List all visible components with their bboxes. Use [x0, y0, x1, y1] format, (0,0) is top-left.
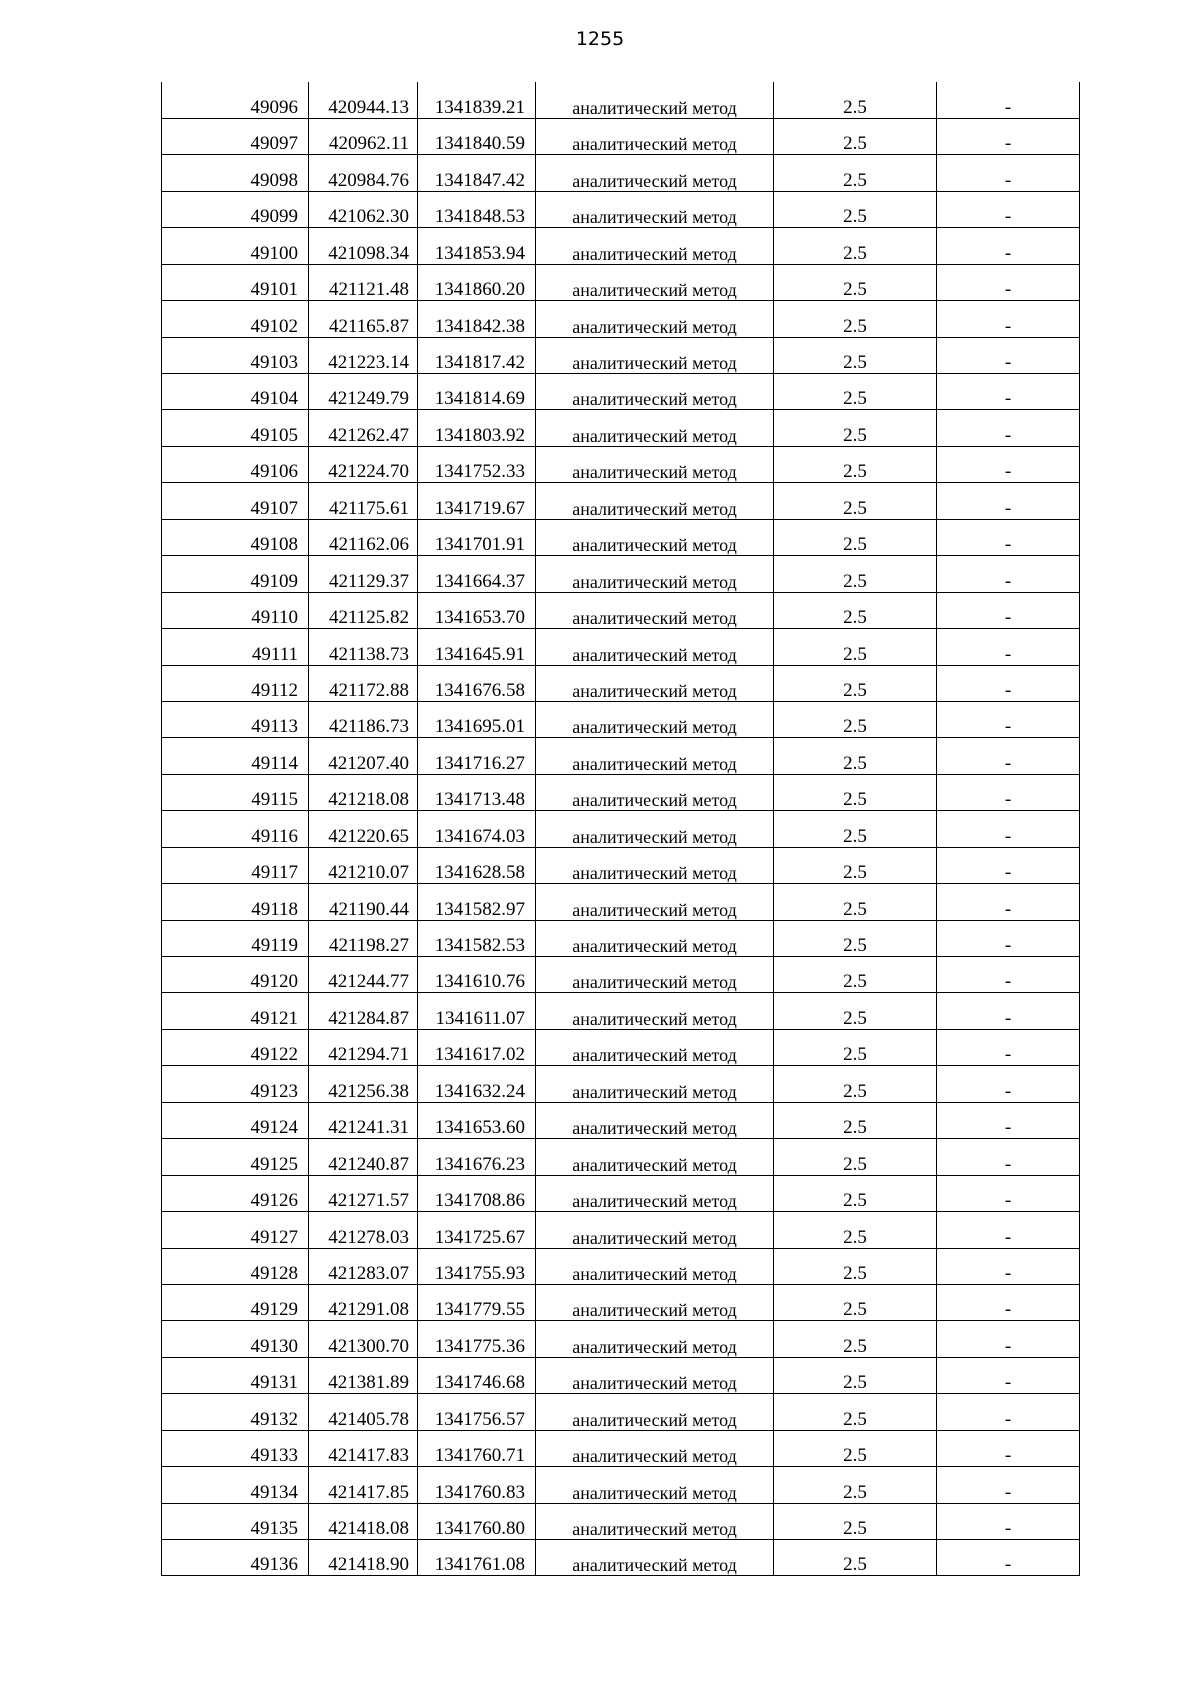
table-row	[162, 665, 1080, 701]
table-row	[162, 1284, 1080, 1320]
note-cell: -	[937, 446, 1080, 482]
method-cell: аналитический метод	[536, 1357, 774, 1393]
accuracy-cell: 2.5	[774, 556, 937, 592]
table-row	[162, 556, 1080, 592]
x-coordinate-cell: 421218.08	[309, 774, 418, 810]
x-coordinate-cell: 421138.73	[309, 629, 418, 665]
note-cell: -	[937, 1357, 1080, 1393]
point-number-cell: 49131	[162, 1357, 309, 1393]
y-coordinate-cell: 1341842.38	[418, 301, 536, 337]
table-row	[162, 993, 1080, 1029]
note-cell: -	[937, 301, 1080, 337]
table-row	[162, 264, 1080, 300]
point-number-cell: 49106	[162, 446, 309, 482]
table-row	[162, 483, 1080, 519]
table-row	[162, 82, 1080, 118]
table-row	[162, 774, 1080, 810]
y-coordinate-cell: 1341860.20	[418, 264, 536, 300]
accuracy-cell: 2.5	[774, 228, 937, 264]
note-cell: -	[937, 82, 1080, 118]
point-number-cell: 49105	[162, 410, 309, 446]
coordinates-table	[161, 82, 1080, 1576]
x-coordinate-cell: 421405.78	[309, 1394, 418, 1430]
note-cell: -	[937, 264, 1080, 300]
method-cell: аналитический метод	[536, 155, 774, 191]
table-row	[162, 1430, 1080, 1466]
accuracy-cell: 2.5	[774, 738, 937, 774]
accuracy-cell: 2.5	[774, 957, 937, 993]
y-coordinate-cell: 1341853.94	[418, 228, 536, 264]
point-number-cell: 49112	[162, 665, 309, 701]
table-row	[162, 301, 1080, 337]
method-cell: аналитический метод	[536, 410, 774, 446]
accuracy-cell: 2.5	[774, 155, 937, 191]
x-coordinate-cell: 421417.85	[309, 1467, 418, 1503]
accuracy-cell: 2.5	[774, 1394, 937, 1430]
y-coordinate-cell: 1341840.59	[418, 118, 536, 154]
note-cell: -	[937, 920, 1080, 956]
x-coordinate-cell: 421262.47	[309, 410, 418, 446]
point-number-cell: 49107	[162, 483, 309, 519]
x-coordinate-cell: 421098.34	[309, 228, 418, 264]
x-coordinate-cell: 421249.79	[309, 374, 418, 410]
table-row	[162, 1066, 1080, 1102]
y-coordinate-cell: 1341817.42	[418, 337, 536, 373]
method-cell: аналитический метод	[536, 1175, 774, 1211]
point-number-cell: 49100	[162, 228, 309, 264]
note-cell: -	[937, 1284, 1080, 1320]
accuracy-cell: 2.5	[774, 1284, 937, 1320]
method-cell: аналитический метод	[536, 301, 774, 337]
point-number-cell: 49113	[162, 701, 309, 737]
y-coordinate-cell: 1341752.33	[418, 446, 536, 482]
note-cell: -	[937, 1066, 1080, 1102]
coordinates-table-body	[162, 82, 1080, 1576]
table-row	[162, 738, 1080, 774]
note-cell: -	[937, 1212, 1080, 1248]
x-coordinate-cell: 421294.71	[309, 1029, 418, 1065]
method-cell: аналитический метод	[536, 592, 774, 628]
y-coordinate-cell: 1341628.58	[418, 847, 536, 883]
note-cell: -	[937, 519, 1080, 555]
note-cell: -	[937, 191, 1080, 227]
method-cell: аналитический метод	[536, 519, 774, 555]
method-cell: аналитический метод	[536, 665, 774, 701]
table-row	[162, 957, 1080, 993]
method-cell: аналитический метод	[536, 446, 774, 482]
y-coordinate-cell: 1341617.02	[418, 1029, 536, 1065]
accuracy-cell: 2.5	[774, 410, 937, 446]
table-row	[162, 1212, 1080, 1248]
accuracy-cell: 2.5	[774, 301, 937, 337]
method-cell: аналитический метод	[536, 1066, 774, 1102]
x-coordinate-cell: 421190.44	[309, 884, 418, 920]
accuracy-cell: 2.5	[774, 82, 937, 118]
table-row	[162, 1321, 1080, 1357]
table-row	[162, 337, 1080, 373]
table-row	[162, 519, 1080, 555]
x-coordinate-cell: 421210.07	[309, 847, 418, 883]
y-coordinate-cell: 1341725.67	[418, 1212, 536, 1248]
y-coordinate-cell: 1341695.01	[418, 701, 536, 737]
point-number-cell: 49104	[162, 374, 309, 410]
note-cell: -	[937, 811, 1080, 847]
x-coordinate-cell: 421125.82	[309, 592, 418, 628]
method-cell: аналитический метод	[536, 1503, 774, 1539]
y-coordinate-cell: 1341664.37	[418, 556, 536, 592]
table-row	[162, 410, 1080, 446]
x-coordinate-cell: 421271.57	[309, 1175, 418, 1211]
table-row	[162, 446, 1080, 482]
accuracy-cell: 2.5	[774, 629, 937, 665]
y-coordinate-cell: 1341676.23	[418, 1139, 536, 1175]
y-coordinate-cell: 1341755.93	[418, 1248, 536, 1284]
y-coordinate-cell: 1341779.55	[418, 1284, 536, 1320]
x-coordinate-cell: 421220.65	[309, 811, 418, 847]
method-cell: аналитический метод	[536, 629, 774, 665]
accuracy-cell: 2.5	[774, 1139, 937, 1175]
table-row	[162, 1102, 1080, 1138]
point-number-cell: 49109	[162, 556, 309, 592]
method-cell: аналитический метод	[536, 82, 774, 118]
accuracy-cell: 2.5	[774, 1321, 937, 1357]
y-coordinate-cell: 1341847.42	[418, 155, 536, 191]
accuracy-cell: 2.5	[774, 374, 937, 410]
point-number-cell: 49136	[162, 1540, 309, 1576]
method-cell: аналитический метод	[536, 1102, 774, 1138]
point-number-cell: 49132	[162, 1394, 309, 1430]
x-coordinate-cell: 421175.61	[309, 483, 418, 519]
method-cell: аналитический метод	[536, 701, 774, 737]
x-coordinate-cell: 421418.90	[309, 1540, 418, 1576]
method-cell: аналитический метод	[536, 1284, 774, 1320]
method-cell: аналитический метод	[536, 1248, 774, 1284]
table-row	[162, 228, 1080, 264]
note-cell: -	[937, 1102, 1080, 1138]
accuracy-cell: 2.5	[774, 1175, 937, 1211]
y-coordinate-cell: 1341775.36	[418, 1321, 536, 1357]
accuracy-cell: 2.5	[774, 774, 937, 810]
note-cell: -	[937, 1540, 1080, 1576]
note-cell: -	[937, 592, 1080, 628]
x-coordinate-cell: 421300.70	[309, 1321, 418, 1357]
note-cell: -	[937, 1394, 1080, 1430]
method-cell: аналитический метод	[536, 774, 774, 810]
accuracy-cell: 2.5	[774, 1540, 937, 1576]
method-cell: аналитический метод	[536, 374, 774, 410]
method-cell: аналитический метод	[536, 337, 774, 373]
y-coordinate-cell: 1341610.76	[418, 957, 536, 993]
table-row	[162, 1394, 1080, 1430]
note-cell: -	[937, 155, 1080, 191]
y-coordinate-cell: 1341582.53	[418, 920, 536, 956]
point-number-cell: 49103	[162, 337, 309, 373]
point-number-cell: 49122	[162, 1029, 309, 1065]
note-cell: -	[937, 1503, 1080, 1539]
table-row	[162, 884, 1080, 920]
x-coordinate-cell: 421172.88	[309, 665, 418, 701]
y-coordinate-cell: 1341653.60	[418, 1102, 536, 1138]
y-coordinate-cell: 1341708.86	[418, 1175, 536, 1211]
y-coordinate-cell: 1341814.69	[418, 374, 536, 410]
method-cell: аналитический метод	[536, 1321, 774, 1357]
method-cell: аналитический метод	[536, 847, 774, 883]
x-coordinate-cell: 421198.27	[309, 920, 418, 956]
method-cell: аналитический метод	[536, 1212, 774, 1248]
accuracy-cell: 2.5	[774, 1430, 937, 1466]
y-coordinate-cell: 1341761.08	[418, 1540, 536, 1576]
x-coordinate-cell: 421207.40	[309, 738, 418, 774]
x-coordinate-cell: 421240.87	[309, 1139, 418, 1175]
method-cell: аналитический метод	[536, 738, 774, 774]
note-cell: -	[937, 847, 1080, 883]
x-coordinate-cell: 420944.13	[309, 82, 418, 118]
point-number-cell: 49110	[162, 592, 309, 628]
x-coordinate-cell: 420984.76	[309, 155, 418, 191]
method-cell: аналитический метод	[536, 1467, 774, 1503]
point-number-cell: 49115	[162, 774, 309, 810]
y-coordinate-cell: 1341632.24	[418, 1066, 536, 1102]
accuracy-cell: 2.5	[774, 1248, 937, 1284]
note-cell: -	[937, 1467, 1080, 1503]
x-coordinate-cell: 421291.08	[309, 1284, 418, 1320]
x-coordinate-cell: 421241.31	[309, 1102, 418, 1138]
accuracy-cell: 2.5	[774, 191, 937, 227]
point-number-cell: 49135	[162, 1503, 309, 1539]
point-number-cell: 49116	[162, 811, 309, 847]
point-number-cell: 49111	[162, 629, 309, 665]
method-cell: аналитический метод	[536, 118, 774, 154]
accuracy-cell: 2.5	[774, 1212, 937, 1248]
note-cell: -	[937, 1430, 1080, 1466]
note-cell: -	[937, 374, 1080, 410]
y-coordinate-cell: 1341719.67	[418, 483, 536, 519]
note-cell: -	[937, 1139, 1080, 1175]
point-number-cell: 49101	[162, 264, 309, 300]
accuracy-cell: 2.5	[774, 592, 937, 628]
method-cell: аналитический метод	[536, 993, 774, 1029]
x-coordinate-cell: 421129.37	[309, 556, 418, 592]
y-coordinate-cell: 1341746.68	[418, 1357, 536, 1393]
y-coordinate-cell: 1341701.91	[418, 519, 536, 555]
table-row	[162, 1503, 1080, 1539]
x-coordinate-cell: 421165.87	[309, 301, 418, 337]
x-coordinate-cell: 421162.06	[309, 519, 418, 555]
accuracy-cell: 2.5	[774, 993, 937, 1029]
y-coordinate-cell: 1341760.80	[418, 1503, 536, 1539]
table-row	[162, 920, 1080, 956]
note-cell: -	[937, 738, 1080, 774]
point-number-cell: 49134	[162, 1467, 309, 1503]
method-cell: аналитический метод	[536, 1394, 774, 1430]
note-cell: -	[937, 1321, 1080, 1357]
method-cell: аналитический метод	[536, 811, 774, 847]
table-row	[162, 701, 1080, 737]
point-number-cell: 49126	[162, 1175, 309, 1211]
x-coordinate-cell: 421256.38	[309, 1066, 418, 1102]
point-number-cell: 49123	[162, 1066, 309, 1102]
point-number-cell: 49127	[162, 1212, 309, 1248]
accuracy-cell: 2.5	[774, 920, 937, 956]
table-row	[162, 1467, 1080, 1503]
accuracy-cell: 2.5	[774, 483, 937, 519]
y-coordinate-cell: 1341848.53	[418, 191, 536, 227]
method-cell: аналитический метод	[536, 1430, 774, 1466]
note-cell: -	[937, 629, 1080, 665]
y-coordinate-cell: 1341645.91	[418, 629, 536, 665]
method-cell: аналитический метод	[536, 920, 774, 956]
point-number-cell: 49097	[162, 118, 309, 154]
y-coordinate-cell: 1341611.07	[418, 993, 536, 1029]
method-cell: аналитический метод	[536, 483, 774, 519]
accuracy-cell: 2.5	[774, 337, 937, 373]
point-number-cell: 49108	[162, 519, 309, 555]
accuracy-cell: 2.5	[774, 884, 937, 920]
accuracy-cell: 2.5	[774, 811, 937, 847]
method-cell: аналитический метод	[536, 1139, 774, 1175]
x-coordinate-cell: 421244.77	[309, 957, 418, 993]
point-number-cell: 49133	[162, 1430, 309, 1466]
method-cell: аналитический метод	[536, 228, 774, 264]
accuracy-cell: 2.5	[774, 1503, 937, 1539]
page-number: 1255	[575, 28, 625, 50]
y-coordinate-cell: 1341803.92	[418, 410, 536, 446]
y-coordinate-cell: 1341653.70	[418, 592, 536, 628]
point-number-cell: 49117	[162, 847, 309, 883]
note-cell: -	[937, 774, 1080, 810]
note-cell: -	[937, 337, 1080, 373]
note-cell: -	[937, 118, 1080, 154]
table-row	[162, 1248, 1080, 1284]
accuracy-cell: 2.5	[774, 519, 937, 555]
y-coordinate-cell: 1341713.48	[418, 774, 536, 810]
table-row	[162, 847, 1080, 883]
table-row	[162, 811, 1080, 847]
point-number-cell: 49096	[162, 82, 309, 118]
note-cell: -	[937, 410, 1080, 446]
note-cell: -	[937, 1175, 1080, 1211]
x-coordinate-cell: 421062.30	[309, 191, 418, 227]
note-cell: -	[937, 556, 1080, 592]
x-coordinate-cell: 421224.70	[309, 446, 418, 482]
y-coordinate-cell: 1341839.21	[418, 82, 536, 118]
point-number-cell: 49119	[162, 920, 309, 956]
note-cell: -	[937, 228, 1080, 264]
table-row	[162, 592, 1080, 628]
point-number-cell: 49098	[162, 155, 309, 191]
accuracy-cell: 2.5	[774, 847, 937, 883]
accuracy-cell: 2.5	[774, 264, 937, 300]
table-row	[162, 191, 1080, 227]
accuracy-cell: 2.5	[774, 118, 937, 154]
x-coordinate-cell: 420962.11	[309, 118, 418, 154]
table-row	[162, 1029, 1080, 1065]
table-row	[162, 374, 1080, 410]
point-number-cell: 49118	[162, 884, 309, 920]
accuracy-cell: 2.5	[774, 1066, 937, 1102]
accuracy-cell: 2.5	[774, 1102, 937, 1138]
point-number-cell: 49099	[162, 191, 309, 227]
table-row	[162, 155, 1080, 191]
x-coordinate-cell: 421284.87	[309, 993, 418, 1029]
table-row	[162, 1357, 1080, 1393]
point-number-cell: 49121	[162, 993, 309, 1029]
table-row	[162, 1139, 1080, 1175]
x-coordinate-cell: 421418.08	[309, 1503, 418, 1539]
accuracy-cell: 2.5	[774, 1467, 937, 1503]
y-coordinate-cell: 1341760.71	[418, 1430, 536, 1466]
point-number-cell: 49114	[162, 738, 309, 774]
y-coordinate-cell: 1341582.97	[418, 884, 536, 920]
y-coordinate-cell: 1341676.58	[418, 665, 536, 701]
note-cell: -	[937, 957, 1080, 993]
method-cell: аналитический метод	[536, 884, 774, 920]
point-number-cell: 49124	[162, 1102, 309, 1138]
point-number-cell: 49125	[162, 1139, 309, 1175]
table-row	[162, 629, 1080, 665]
point-number-cell: 49129	[162, 1284, 309, 1320]
x-coordinate-cell: 421278.03	[309, 1212, 418, 1248]
method-cell: аналитический метод	[536, 556, 774, 592]
accuracy-cell: 2.5	[774, 1357, 937, 1393]
point-number-cell: 49120	[162, 957, 309, 993]
accuracy-cell: 2.5	[774, 1029, 937, 1065]
note-cell: -	[937, 483, 1080, 519]
x-coordinate-cell: 421121.48	[309, 264, 418, 300]
x-coordinate-cell: 421381.89	[309, 1357, 418, 1393]
point-number-cell: 49102	[162, 301, 309, 337]
method-cell: аналитический метод	[536, 191, 774, 227]
accuracy-cell: 2.5	[774, 665, 937, 701]
x-coordinate-cell: 421417.83	[309, 1430, 418, 1466]
y-coordinate-cell: 1341756.57	[418, 1394, 536, 1430]
note-cell: -	[937, 1029, 1080, 1065]
method-cell: аналитический метод	[536, 957, 774, 993]
note-cell: -	[937, 993, 1080, 1029]
point-number-cell: 49130	[162, 1321, 309, 1357]
y-coordinate-cell: 1341674.03	[418, 811, 536, 847]
x-coordinate-cell: 421283.07	[309, 1248, 418, 1284]
table-row	[162, 118, 1080, 154]
table-row	[162, 1175, 1080, 1211]
accuracy-cell: 2.5	[774, 701, 937, 737]
x-coordinate-cell: 421186.73	[309, 701, 418, 737]
y-coordinate-cell: 1341716.27	[418, 738, 536, 774]
note-cell: -	[937, 665, 1080, 701]
accuracy-cell: 2.5	[774, 446, 937, 482]
method-cell: аналитический метод	[536, 264, 774, 300]
method-cell: аналитический метод	[536, 1029, 774, 1065]
x-coordinate-cell: 421223.14	[309, 337, 418, 373]
y-coordinate-cell: 1341760.83	[418, 1467, 536, 1503]
point-number-cell: 49128	[162, 1248, 309, 1284]
method-cell: аналитический метод	[536, 1540, 774, 1576]
table-row	[162, 1540, 1080, 1576]
note-cell: -	[937, 884, 1080, 920]
note-cell: -	[937, 701, 1080, 737]
note-cell: -	[937, 1248, 1080, 1284]
